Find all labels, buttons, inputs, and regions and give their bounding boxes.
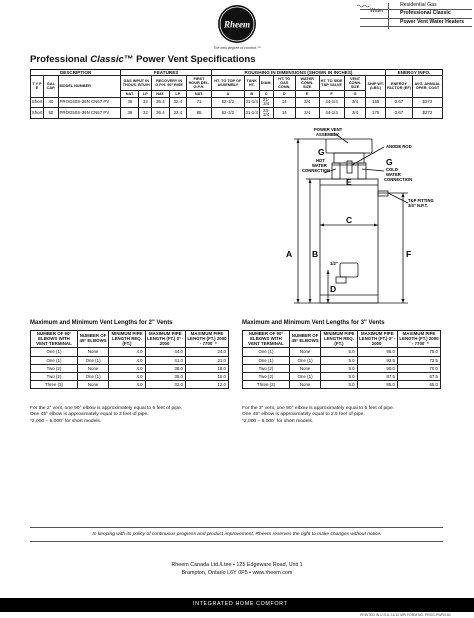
vent2-cell: 38.0 [145,364,185,372]
vent2-cell: Two (2) [31,373,78,381]
policy-note: In keeping with its policy of continuous progress and product improvement, Rheem reserves the right to make changes without notice. [92,532,382,537]
spec-cell-f: 44-1/4 [319,97,344,108]
spec-cell-e: 3/4 [295,97,319,108]
vent3-header: MAXIMUM PIPE LENGTH (FT.) 0° - 2000´ [357,331,397,348]
vent3-cell: One (1) [243,348,290,356]
vent2-cell: 18.0 [185,364,228,372]
letter-e: E [295,91,319,97]
spec-cell-a: 62-1/2 [212,97,245,108]
letter-b: B [244,91,259,97]
label-g-right: G [386,157,393,167]
vent2-cell: 24.0 [185,348,228,356]
sub-nat3: NAT. [187,91,212,97]
spec-cell-rec_nat: 36.4 [152,97,169,108]
address-block [0,562,474,577]
vent2-header: NUMBER OF 90° ELBOWS WITH VENT TERMINAL [31,331,78,348]
spec-cell-rec_lp: 32.4 [169,97,186,108]
vent2-cell: One (1) [77,373,108,381]
vent2-header: MAXIMUM PIPE LENGTH (FT.) 0° - 2000´ [145,331,185,348]
col-ship-wt: SHIP WT. (LBS.) [366,76,386,97]
letter-f: F [319,91,344,97]
col-first-hour: FIRST HOUR DEL. G.P.H. [187,76,212,91]
vent2-cell: 44.0 [145,348,185,356]
vent2-cell: 4.0 [109,381,145,389]
label-e: E [346,177,352,187]
address-line-1: Rheem Canada Ltd./Ltee • 125 Edgeware Road, Unit 1 [171,562,303,568]
label-hot-connection: CONNECTION [302,168,331,173]
col-tp-valve: HT. TO SIDE T&P VALVE [319,76,344,91]
vent2-notes [30,406,235,425]
label-g-left: G [318,147,325,157]
spec-cell-d: 14 [273,108,295,119]
vent3-cell: None [289,348,320,356]
col-gas-input: GAS INPUT IN THOUS. BTU/H [121,76,152,91]
spec-cell-in_nat: 36 [121,108,139,119]
spec-cell-cost: $272 [412,97,442,108]
spec-cell-g: 3/4 [344,108,366,119]
page-title [30,54,256,65]
col-gas-conn: HT. TO GAS CONN. [273,76,295,91]
vent3-note-2: One 45° elbow is approximately equal to 2.5 feet of pipe. [242,412,365,418]
vent2-cell: 35.0 [145,373,185,381]
specifications-body [31,97,443,118]
label-b: B [312,249,319,259]
col-recovery: RECOVERY IN G.P.H. 90° RISE [152,76,187,91]
table-row [243,348,441,356]
spec-cell-in_nat: 36 [121,97,139,108]
spec-cell-model: PROG50S-36N CN67 PV [58,108,121,119]
vent2-cell: 41.0 [145,356,185,364]
spec-cell-rec_lp: 32.4 [169,108,186,119]
vent3-cell: Two (2) [243,373,290,381]
table-row [31,373,229,381]
vent3-cell: 85.0 [357,381,397,389]
vent2-cell: None [77,348,108,356]
header-category-block [360,2,472,27]
water-heater-diagram [268,125,468,315]
label-half: 1/2" [330,261,338,266]
sub-lp: LP [139,91,152,97]
vent2-cell: 4.0 [109,356,145,364]
footer-rule-top [30,527,443,528]
vent2-header: MAXIMUM PIPE LENGTH (FT.) 2000´ - 7700´ * [185,331,228,348]
col-op-cost: AVG. ANNUAL OPER. COST [412,76,442,97]
label-cold: COLD [386,167,398,172]
spec-cell-b: 31-1/4 [244,108,259,119]
vent2-note-2: One 45° elbow is approximately equal to 3 feet of pipe. [30,412,149,418]
vent3-cell: Three (3) [243,381,290,389]
specifications-table [30,69,443,119]
spec-cell-type: Short [31,97,44,108]
table-row [243,364,441,372]
spec-cell-e: 3/4 [295,108,319,119]
vent3-header: NUMBER OF 45° ELBOWS [289,331,320,348]
spec-cell-g: 3/4 [344,97,366,108]
spec-row [31,108,443,119]
vent3-cell: One (1) [289,356,320,364]
vent2-note-3: *2,000 – 6,000´ for short models. [30,418,102,424]
vent3-cell: 5.0 [321,348,357,356]
vent3-header: MINIMUM PIPE LENGTH REQ. (FT.) [321,331,357,348]
vent2-cell: 32.0 [145,381,185,389]
sub-nat2: NAT. [152,91,169,97]
vent2-table [30,330,229,389]
vent3-cell: 90.0 [357,364,397,372]
spec-cell-model: PROG40S-36N CN67 PV [58,97,121,108]
letter-c: C [259,91,273,97]
group-features: FEATURES [121,70,212,76]
table-row [31,356,229,364]
vent3-cell: 92.5 [357,356,397,364]
label-tp-fitting: T&P FITTING [408,198,434,203]
group-description: DESCRIPTION [31,70,121,76]
vent3-cell: One (1) [243,356,290,364]
title-suffix: ™ Power Vent Specifications [123,54,256,65]
label-assembly: ASSEMBLY [316,132,339,137]
vent3-cell: 67.5 [397,373,440,381]
letter-d: D [273,91,295,97]
col-water-conn: WATER CONN. SIZE [295,76,319,91]
footer-band-text: INTEGRATED HOME COMFORT [193,601,288,607]
spec-cell-cost: $272 [412,108,442,119]
vent2-cell: One (1) [31,348,78,356]
group-roughing: ROUGHING IN DIMENSIONS (SHOWN IN INCHES) [212,70,386,76]
spec-cell-a: 62-1/2 [212,108,245,119]
address-line-2: Brampton, Ontario L6Y 0P5 • www.rheem.com [181,569,293,576]
spec-cell-c: 23-3/4 [259,108,273,119]
vent2-cell: 21.0 [185,356,228,364]
vent2-cell: None [77,381,108,389]
letter-g: G [344,91,366,97]
vent2-cell: Three (3) [31,381,78,389]
vent3-cell: One (1) [289,373,320,381]
label-cold-connection: CONNECTION [384,177,413,182]
title-prefix: Professional [30,54,91,65]
vent3-cell: 75.0 [397,348,440,356]
spec-cell-type: Short [31,108,44,119]
vent3-cell: 5.0 [321,381,357,389]
vent3-cell: 87.5 [357,373,397,381]
vent2-cell: 4.0 [109,364,145,372]
vent3-cell: 72.5 [397,356,440,364]
vent3-header: NUMBER OF 90° ELBOWS WITH VENT TERMINAL [243,331,290,348]
vent3-cell: 5.0 [321,373,357,381]
spec-cell-in_lp: 32 [139,97,152,108]
vent3-note-3: *2,000 – 6,000´ for short models. [242,418,314,424]
spec-cell-wt: 175 [366,108,386,119]
vent2-title: Maximum and Minimum Vent Lengths for 2" Vents [30,320,173,326]
vent3-cell: 5.0 [321,356,357,364]
vent3-cell: 5.0 [321,364,357,372]
vent2-header: NUMBER OF 45° ELBOWS [77,331,108,348]
vent2-cell: 4.0 [109,373,145,381]
vent2-cell: 4.0 [109,348,145,356]
spec-cell-b: 31-1/4 [244,97,259,108]
spec-cell-d: 14 [273,97,295,108]
spec-cell-gal: 40 [44,97,59,108]
col-vent-size: VENT CONN. SIZE [344,76,366,91]
spec-cell-wt: 155 [366,97,386,108]
spec-cell-fh: 85 [187,108,212,119]
vent3-cell: Two (2) [243,364,290,372]
rheem-logo [212,2,262,52]
label-d: D [330,284,337,294]
vent3-cell: 70.0 [397,364,440,372]
vent2-note-1: For the 2" vent, one 90° elbow is approximately equal to 6 feet of pipe. [30,406,183,411]
col-energy-factor: ENERGY FACTOR (EF) [385,76,412,97]
tagline: The new degree of comfort.™ [213,46,261,50]
vent2-cell: 12.0 [185,381,228,389]
letter-a: A [212,91,245,97]
vent2-header: MINIMUM PIPE LENGTH REQ. (FT.) [109,331,145,348]
header-water-label: Water [370,8,384,14]
vent3-table [242,330,441,389]
header-product-line: Professional Classic [360,10,472,18]
col-model: MODEL NUMBER [58,76,121,97]
vent3-cell: None [289,381,320,389]
spec-cell-ef: 0.67 [385,97,412,108]
label-hot: HOT [316,158,325,163]
col-ht-top: HT. TO TOP OF ASSEMBLY [212,76,245,91]
table-row [31,364,229,372]
vent2-cell: None [77,364,108,372]
sub-lp2: LP [169,91,186,97]
vent3-header: MAXIMUM PIPE LENGTH (FT.) 2000´ - 7700´ * [397,331,440,348]
label-hot-water: WATER [312,163,327,168]
spec-cell-gal: 50 [44,108,59,119]
spec-cell-in_lp: 32 [139,108,152,119]
vent3-note-1: For the 3" vent, one 90° elbow is approximately equal to 5 feet of pipe. [242,406,395,411]
vent3-cell: None [289,364,320,372]
print-info: PRINTED IN U.S.A. 11/14 MPI FORM NO. PROG-PWRV-61 [360,613,451,617]
vent3-notes [242,406,447,425]
spec-cell-f: 44-1/4 [319,108,344,119]
spec-row [31,97,443,108]
label-f: F [406,249,412,259]
col-diam: DIAM. [259,76,273,91]
col-type: T Y P E [31,76,44,97]
spec-cell-fh: 71 [187,97,212,108]
title-italic: Classic [90,54,124,65]
header-product-type: Power Vent Water Heaters [360,19,472,27]
svg-text:Rheem: Rheem [224,19,250,30]
label-tp-size: 3/4" N.P.T. [408,203,428,208]
vent2-cell: One (1) [31,356,78,364]
header-category: Residential Gas [360,2,472,10]
vent3-cell: 65.0 [397,381,440,389]
group-energy: ENERGY INFO. [385,70,442,76]
spec-cell-c: 21-3/4 [259,97,273,108]
footer-rule-bottom [30,541,443,542]
spec-cell-ef: 0.67 [385,108,412,119]
table-row [243,381,441,389]
label-c: C [346,215,353,225]
label-power-vent: POWER VENT [314,127,343,132]
vent2-cell: 15.0 [185,373,228,381]
table-row [31,348,229,356]
label-cold-water: WATER [386,172,401,177]
label-anode-rod: ANODE ROD [386,144,412,149]
table-row [243,356,441,364]
sub-nat: NAT. [121,91,139,97]
vent3-cell: 95.0 [357,348,397,356]
spec-cell-rec_nat: 36.4 [152,108,169,119]
label-a: A [286,249,293,259]
vent2-cell: One (1) [77,356,108,364]
table-row [31,381,229,389]
vent2-cell: Two (2) [31,364,78,372]
table-row [243,373,441,381]
vent3-title: Maximum and Minimum Vent Lengths for 3" Vents [242,320,385,326]
col-gal: GAL CAP. [44,76,59,97]
col-tank-ht: TANK HT. [244,76,259,91]
